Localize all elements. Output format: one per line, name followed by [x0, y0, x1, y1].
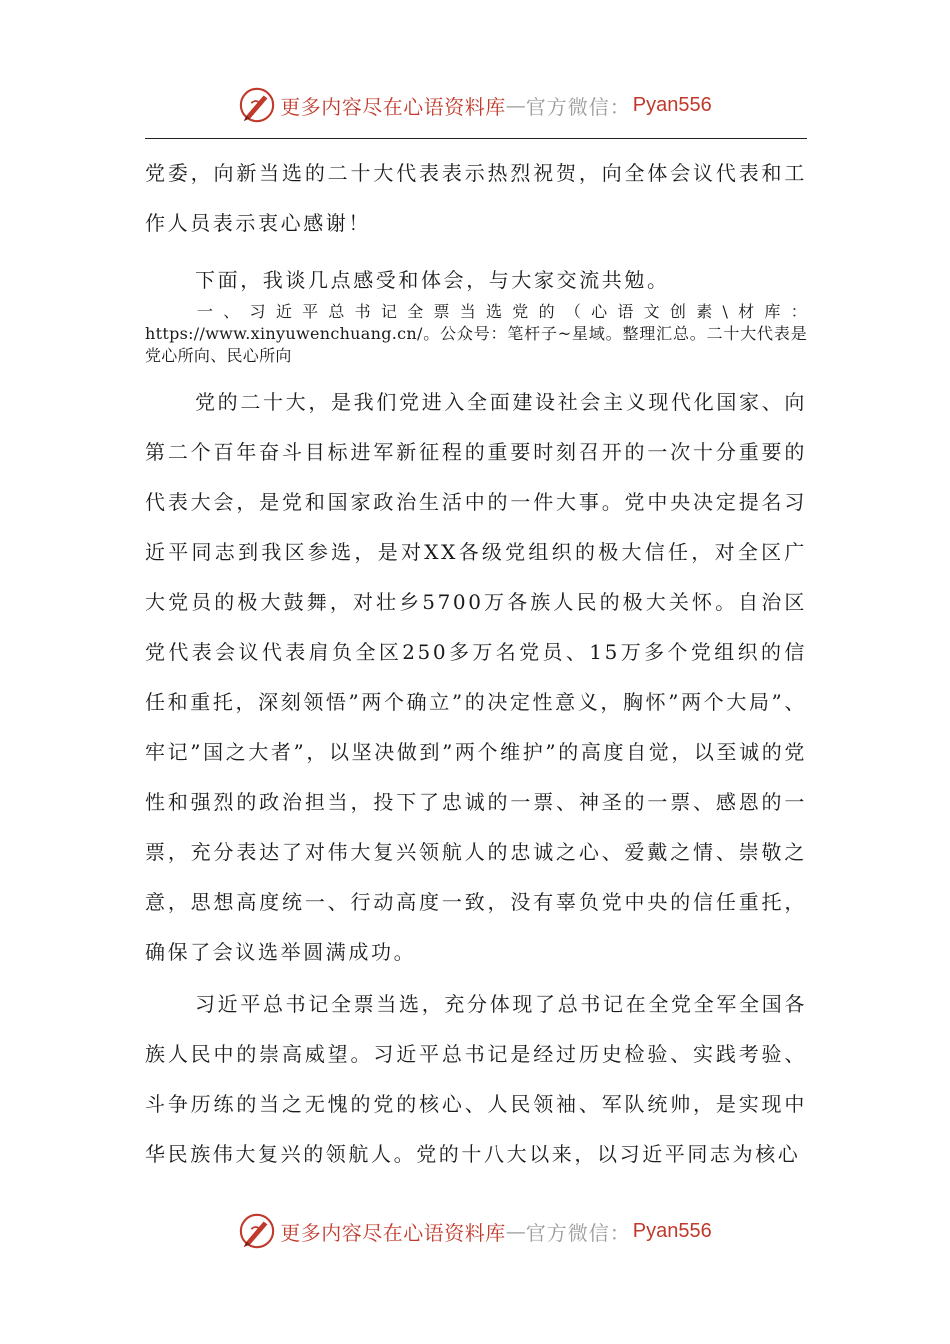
banner-title: 更多内容尽在心语资料库 — [280, 94, 506, 119]
banner-title: 更多内容尽在心语资料库 — [280, 1220, 506, 1245]
header-divider — [145, 138, 807, 139]
paragraph-intro: 下面，我谈几点感受和体会，与大家交流共勉。 — [195, 268, 670, 292]
paragraph-body-2: 习近平总书记全票当选，充分体现了总书记在全党全军全国各族人民中的崇高威望。习近平总书记是经过历史检验、实践考验、斗争历练的当之无愧的党的核心、人民领袖、军队统帅，是实现中华民族伟大复兴的领航人。党的十八大以来，以习近平同志为核心 — [145, 992, 807, 1166]
banner-wechat-label: 官方微信： — [525, 1220, 631, 1245]
header-banner — [0, 83, 950, 127]
banner-wechat-label: 官方微信： — [525, 94, 631, 119]
paragraph-continued: 党委，向新当选的二十大代表表示热烈祝贺，向全体会议代表和工作人员表示衷心感谢！ — [145, 161, 807, 235]
document-body — [145, 148, 807, 1179]
paragraph-body: 党的二十大，是我们党进入全面建设社会主义现代化国家、向第二个百年奋斗目标进军新征程的重要时刻召开的一次十分重要的代表大会，是党和国家政治生活中的一件大事。党中央决定提名习近平同志到我区参选，是对XX各级党组织的极大信任，对全区广大党员的极大鼓舞，对壮乡5700万各族人民的极大关怀。自治区党代表会议代表肩负全区250多万名党员、15万多个党组织的信任和重托，深刻领悟”两个确立”的决定性意义，胸怀”两个大局”、牢记”国之大者”，以坚决做到”两个维护”的高度自觉，以至诚的党性和强烈的政治担当，投下了忠诚的一票、神圣的一票、感恩的一票，充分表达了对伟大复兴领航人的忠诚之心、爱戴之情、崇敬之意，思想高度统一、行动高度一致，没有辜负党中央的信任重托，确保了会议选举圆满成功。 — [145, 390, 807, 964]
banner-wechat-id: Pyan556 — [632, 93, 712, 116]
section-heading: 一、习近平总书记全票当选党的（心语文创素\材库：https://www.xinyuwenchuang.cn/。公众号：笔杆子~星域。整理汇总。二十大代表是党心所向、民心所向 — [145, 302, 807, 365]
banner-separator: — — [505, 1219, 526, 1243]
pen-logo-icon — [238, 1212, 276, 1250]
footer-banner — [0, 1209, 950, 1253]
banner-wechat-id: Pyan556 — [632, 1219, 712, 1242]
pen-logo-icon — [238, 86, 276, 124]
banner-separator: — — [505, 93, 526, 117]
